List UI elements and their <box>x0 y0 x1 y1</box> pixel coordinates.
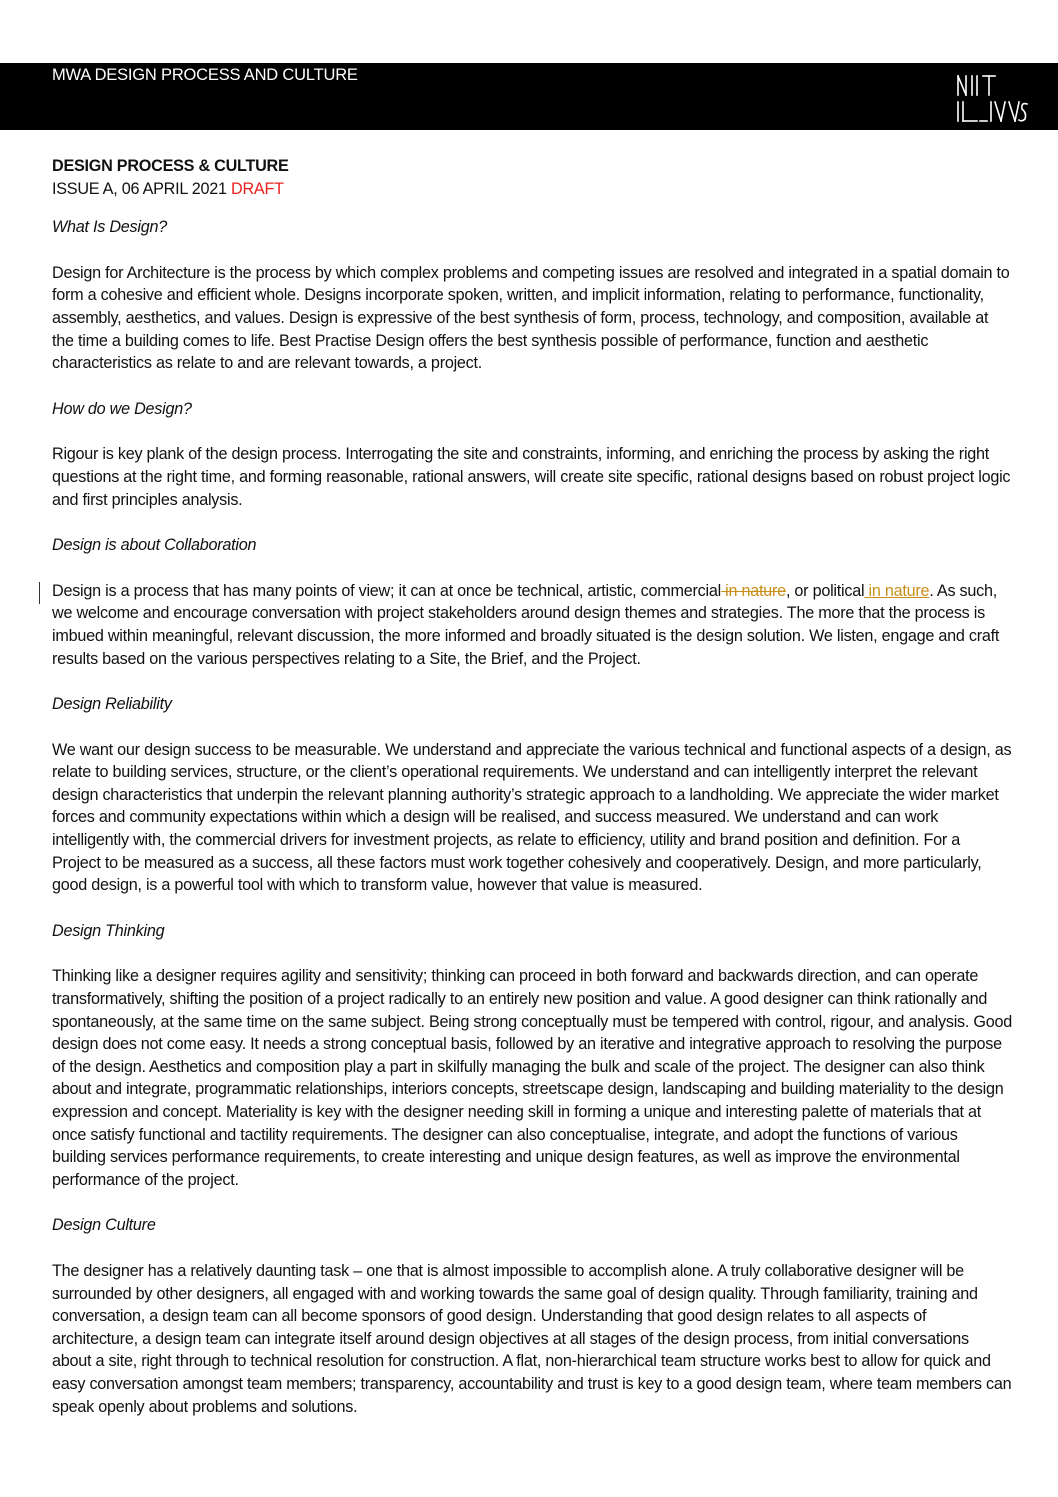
collaboration-text-b: , or political <box>785 581 865 600</box>
section-heading-reliability: Design Reliability <box>52 695 172 714</box>
section-heading-what-is-design: What Is Design? <box>52 218 168 237</box>
document-title: DESIGN PROCESS & CULTURE <box>52 157 289 175</box>
document-body <box>52 155 1012 1418</box>
section-heading-how-do-we-design: How do we Design? <box>52 399 192 418</box>
section-heading-collaboration: Design is about Collaboration <box>52 536 257 555</box>
collaboration-text-c: . As such, we welcome and encourage conversation with project stakeholders around design themes and strategies. The more that the process is imbued within meaningful, relevant discussion, the more informed and broadly situated is the design solution. We listen, engage and craft results based on the various perspectives relating to a Site, the Brief, and the Project. <box>52 581 1000 668</box>
section-body-culture: The designer has a relatively daunting task – one that is almost impossible to accomplish alone. A truly collaborative designer will be surrounded by other designers, all engaged with and working towards the same goal of design quality. Through familiarity, training and conversation, a design team can all become sponsors of good design. Understanding that good design relates to all aspects of architecture, a design team can integrate itself around design objectives at all stages of the design process, from initial conversations about a site, right through to technical resolution for construction. A flat, non-hierarchical team structure works best to allow for quick and easy conversation amongst team members; transparency, accountability and trust is key to a good design team, where team members can speak openly about problems and solutions. <box>52 1261 1012 1416</box>
section-body-collaboration <box>52 580 1012 670</box>
document-issue-line <box>52 178 1012 201</box>
header-title: MWA DESIGN PROCESS AND CULTURE <box>52 66 358 84</box>
draft-status: DRAFT <box>231 179 284 198</box>
issue-info: ISSUE A, 06 APRIL 2021 <box>52 179 227 198</box>
section-body-what-is-design: Design for Architecture is the process by which complex problems and competing issues are resolved and integrated in a spatial domain to form a cohesive and efficient whole. Designs incorporate spoken, written, and implicit information, relating to performance, functionality, assembly, aesthetics, and values. Design is expressive of the best synthesis of form, process, technology, and composition, available at the time a building comes to life. Best Practise Design offers the best synthesis possible of performance, function and aesthetic characteristics as relate to and are relevant towards, a project. <box>52 263 1010 373</box>
mwa-logo-icon <box>955 71 1031 127</box>
tracked-insertion: in nature <box>864 581 930 600</box>
section-body-how-do-we-design: Rigour is key plank of the design process. Interrogating the site and constraints, informing, and enriching the process by asking the right questions at the right time, and forming reasonable, rational answers, will create site specific, rational designs based on robust project logic and first principles analysis. <box>52 445 1011 509</box>
section-heading-thinking: Design Thinking <box>52 921 165 940</box>
revision-change-bar <box>39 582 40 604</box>
section-body-reliability: We want our design success to be measurable. We understand and appreciate the various technical and functional aspects of a design, as relate to building services, structure, or the client’s operational requirements. We understand and can intelligently interpret the relevant design characteristics that underpin the relevant planning authority’s strategic approach to a landholding. We appreciate the wider market forces and community expectations within which a design will be realised, and success measured. We understand and can work intelligently with, the commercial drivers for investment projects, as relate to efficiency, utility and brand position and definition. For a Project to be measured as a success, all these factors must work together cohesively and cooperatively. Design, and more particularly, good design, is a powerful tool with which to transform value, however that value is measured. <box>52 740 1012 895</box>
section-body-thinking: Thinking like a designer requires agility and sensitivity; thinking can proceed in both forward and backwards direction, and can operate transformatively, shifting the position of a project radically to an entirely new position and value. A good designer can think rationally and spontaneously, at the same time on the same subject. Being strong conceptually must be tempered with control, rigour, and analysis. Good design does not come easy. It needs a strong conceptual basis, followed by an iterative and integrative approach to resolving the purpose of the design. Aesthetics and composition play a part in skilfully managing the bulk and scale of the project. The designer can also think about and integrate, programmatic relationships, interiors concepts, streetscape design, landscaping and building materiality to the design expression and concept. Materiality is key with the designer needing skill in forming a unique and interesting palette of materials that at once satisfy functional and tactility requirements. The designer can also conceptualise, integrate, and adopt the functions of various building services performance requirements, to create interesting and unique design features, as well as improve the environmental performance of the project. <box>52 967 1012 1189</box>
collaboration-text-a: Design is a process that has many points of view; it can at once be technical, artistic, commercial <box>52 581 721 600</box>
tracked-deletion: in nature <box>720 581 786 600</box>
section-heading-culture: Design Culture <box>52 1216 156 1235</box>
header-bar <box>0 63 1058 130</box>
